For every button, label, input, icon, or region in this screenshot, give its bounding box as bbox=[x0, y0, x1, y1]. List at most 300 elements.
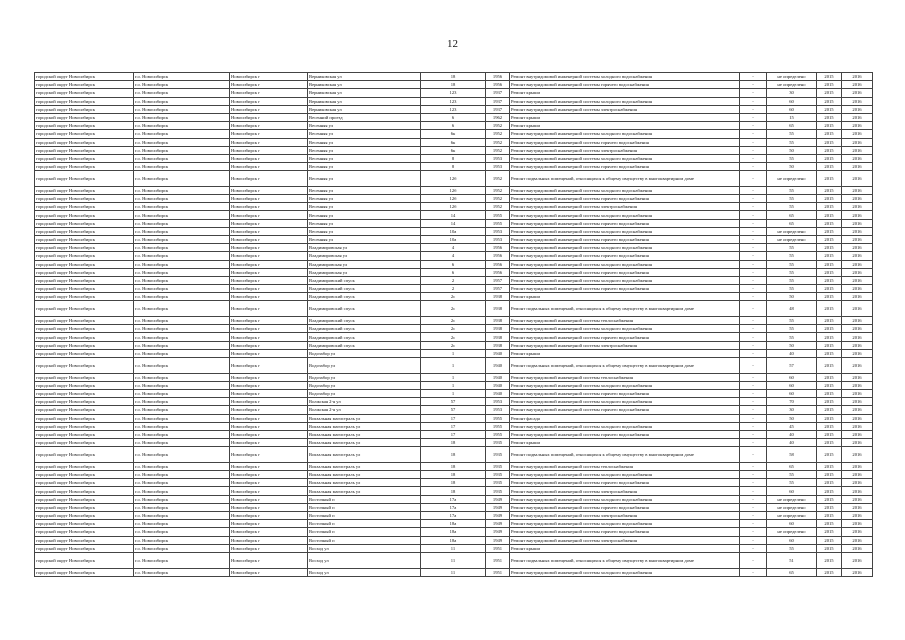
cell-build-year: 1953 bbox=[486, 235, 510, 243]
table-row bbox=[35, 503, 873, 511]
cell-settlement: Новосибирск г bbox=[230, 520, 308, 528]
cell-street: Водозабор ул bbox=[308, 389, 421, 397]
cell-col-dash: - bbox=[740, 89, 767, 97]
cell-start-year: 2015 bbox=[817, 479, 842, 487]
cell-build-year: 1952 bbox=[486, 186, 510, 194]
cell-planned-cost: не определено bbox=[767, 528, 817, 536]
table-row bbox=[35, 260, 873, 268]
cell-end-year: 2016 bbox=[842, 244, 873, 252]
cell-municipal-district: городской округ Новосибирск bbox=[35, 146, 134, 154]
cell-start-year: 2015 bbox=[817, 503, 842, 511]
cell-municipal-district: городской округ Новосибирск bbox=[35, 479, 134, 487]
cell-end-year: 2016 bbox=[842, 130, 873, 138]
cell-start-year: 2015 bbox=[817, 414, 842, 422]
cell-end-year: 2016 bbox=[842, 422, 873, 430]
cell-start-year: 2015 bbox=[817, 462, 842, 470]
cell-street: Весенняя ул bbox=[308, 130, 421, 138]
cell-build-year: 1949 bbox=[486, 528, 510, 536]
cell-settlement: Новосибирск г bbox=[230, 252, 308, 260]
table-body bbox=[35, 73, 873, 577]
cell-house-number: 123 bbox=[421, 97, 486, 105]
cell-settlement: Новосибирск г bbox=[230, 462, 308, 470]
cell-col-dash: - bbox=[740, 195, 767, 203]
cell-settlement: Новосибирск г bbox=[230, 568, 308, 576]
cell-build-year: 1955 bbox=[486, 422, 510, 430]
cell-start-year: 2015 bbox=[817, 81, 842, 89]
cell-house-number: 6 bbox=[421, 268, 486, 276]
cell-col-dash: - bbox=[740, 528, 767, 536]
cell-start-year: 2015 bbox=[817, 341, 842, 349]
cell-planned-cost: 50 bbox=[767, 163, 817, 171]
cell-build-year: 1962 bbox=[486, 113, 510, 121]
cell-col-dash: - bbox=[740, 219, 767, 227]
cell-repair-work: Ремонт внутридомовой инженерной системы теплоснабжения bbox=[510, 373, 740, 381]
cell-house-number: 18а bbox=[421, 520, 486, 528]
cell-repair-work: Ремонт внутридомовой инженерной системы электроснабжения bbox=[510, 105, 740, 113]
cell-house-number: 14 bbox=[421, 211, 486, 219]
cell-repair-work: Ремонт внутридомовой инженерной системы холодного водоснабжения bbox=[510, 73, 740, 81]
cell-build-year: 1956 bbox=[486, 268, 510, 276]
cell-repair-work: Ремонт внутридомовой инженерной системы электроснабжения bbox=[510, 512, 740, 520]
cell-planned-cost: 50 bbox=[767, 341, 817, 349]
table-row bbox=[35, 105, 873, 113]
cell-col-dash: - bbox=[740, 381, 767, 389]
cell-settlement: Новосибирск г bbox=[230, 89, 308, 97]
cell-start-year: 2015 bbox=[817, 73, 842, 81]
cell-municipality: г.о. Новосибирск bbox=[134, 552, 230, 568]
cell-build-year: 1952 bbox=[486, 203, 510, 211]
cell-col-dash: - bbox=[740, 122, 767, 130]
cell-repair-work: Ремонт внутридомовой инженерной системы горячего водоснабжения bbox=[510, 333, 740, 341]
cell-street: Восточный п bbox=[308, 512, 421, 520]
cell-repair-work: Ремонт внутридомовой инженерной системы холодного водоснабжения bbox=[510, 154, 740, 162]
cell-repair-work: Ремонт внутридомовой инженерной системы холодного водоснабжения bbox=[510, 568, 740, 576]
cell-start-year: 2015 bbox=[817, 276, 842, 284]
cell-house-number: 14 bbox=[421, 219, 486, 227]
cell-house-number: 18 bbox=[421, 471, 486, 479]
cell-street: Весенняя ул bbox=[308, 163, 421, 171]
cell-build-year: 1957 bbox=[486, 285, 510, 293]
cell-end-year: 2016 bbox=[842, 260, 873, 268]
cell-municipal-district: городской округ Новосибирск bbox=[35, 186, 134, 194]
cell-municipal-district: городской округ Новосибирск bbox=[35, 349, 134, 357]
cell-street: Вокзальная магистраль ул bbox=[308, 462, 421, 470]
cell-col-dash: - bbox=[740, 406, 767, 414]
cell-street: Волжская 2-я ул bbox=[308, 398, 421, 406]
cell-end-year: 2016 bbox=[842, 487, 873, 495]
cell-settlement: Новосибирск г bbox=[230, 122, 308, 130]
cell-repair-work: Ремонт внутридомовой инженерной системы холодного водоснабжения bbox=[510, 520, 740, 528]
cell-end-year: 2016 bbox=[842, 138, 873, 146]
cell-repair-work: Ремонт внутридомовой инженерной системы горячего водоснабжения bbox=[510, 479, 740, 487]
cell-street: Водозабор ул bbox=[308, 358, 421, 374]
cell-build-year: 1953 bbox=[486, 154, 510, 162]
cell-municipality: г.о. Новосибирск bbox=[134, 373, 230, 381]
cell-street: Весенняя ул bbox=[308, 171, 421, 187]
cell-start-year: 2015 bbox=[817, 260, 842, 268]
cell-municipal-district: городской округ Новосибирск bbox=[35, 389, 134, 397]
cell-start-year: 2015 bbox=[817, 568, 842, 576]
cell-col-dash: - bbox=[740, 203, 767, 211]
cell-planned-cost: 65 bbox=[767, 122, 817, 130]
cell-build-year: 1940 bbox=[486, 389, 510, 397]
table-row bbox=[35, 487, 873, 495]
cell-house-number: 6к bbox=[421, 130, 486, 138]
cell-settlement: Новосибирск г bbox=[230, 389, 308, 397]
cell-municipality: г.о. Новосибирск bbox=[134, 317, 230, 325]
cell-planned-cost: 55 bbox=[767, 268, 817, 276]
cell-end-year: 2016 bbox=[842, 389, 873, 397]
cell-planned-cost: 55 bbox=[767, 195, 817, 203]
cell-col-dash: - bbox=[740, 462, 767, 470]
cell-settlement: Новосибирск г bbox=[230, 293, 308, 301]
cell-street: Весенняя ул bbox=[308, 195, 421, 203]
cell-house-number: 10а bbox=[421, 235, 486, 243]
cell-municipal-district: городской округ Новосибирск bbox=[35, 81, 134, 89]
cell-house-number: 2с bbox=[421, 325, 486, 333]
cell-street: Вокзальная магистраль ул bbox=[308, 487, 421, 495]
cell-house-number: 2с bbox=[421, 333, 486, 341]
cell-house-number: 18 bbox=[421, 73, 486, 81]
table-row bbox=[35, 227, 873, 235]
cell-start-year: 2015 bbox=[817, 244, 842, 252]
cell-col-dash: - bbox=[740, 235, 767, 243]
cell-planned-cost: 50 bbox=[767, 146, 817, 154]
cell-start-year: 2015 bbox=[817, 406, 842, 414]
cell-start-year: 2015 bbox=[817, 195, 842, 203]
table-row bbox=[35, 471, 873, 479]
cell-settlement: Новосибирск г bbox=[230, 373, 308, 381]
cell-municipality: г.о. Новосибирск bbox=[134, 325, 230, 333]
cell-start-year: 2015 bbox=[817, 512, 842, 520]
cell-repair-work: Ремонт подвальных помещений, относящихся к общему имуществу в многоквартирном доме bbox=[510, 171, 740, 187]
cell-street: Владимировский спуск bbox=[308, 317, 421, 325]
cell-municipality: г.о. Новосибирск bbox=[134, 285, 230, 293]
cell-settlement: Новосибирск г bbox=[230, 422, 308, 430]
cell-street: Восход ул bbox=[308, 544, 421, 552]
cell-start-year: 2015 bbox=[817, 252, 842, 260]
cell-repair-work: Ремонт внутридомовой инженерной системы горячего водоснабжения bbox=[510, 81, 740, 89]
cell-municipal-district: городской округ Новосибирск bbox=[35, 244, 134, 252]
cell-settlement: Новосибирск г bbox=[230, 195, 308, 203]
table-row bbox=[35, 341, 873, 349]
cell-settlement: Новосибирск г bbox=[230, 154, 308, 162]
cell-municipality: г.о. Новосибирск bbox=[134, 358, 230, 374]
cell-planned-cost: 60 bbox=[767, 97, 817, 105]
cell-municipal-district: городской округ Новосибирск bbox=[35, 171, 134, 187]
table-row bbox=[35, 244, 873, 252]
cell-col-dash: - bbox=[740, 105, 767, 113]
cell-house-number: 1 bbox=[421, 349, 486, 357]
cell-col-dash: - bbox=[740, 285, 767, 293]
cell-settlement: Новосибирск г bbox=[230, 398, 308, 406]
cell-build-year: 1952 bbox=[486, 130, 510, 138]
cell-house-number: 8 bbox=[421, 163, 486, 171]
cell-planned-cost: 55 bbox=[767, 276, 817, 284]
cell-settlement: Новосибирск г bbox=[230, 447, 308, 463]
cell-municipality: г.о. Новосибирск bbox=[134, 471, 230, 479]
cell-repair-work: Ремонт внутридомовой инженерной системы теплоснабжения bbox=[510, 317, 740, 325]
cell-build-year: 1949 bbox=[486, 503, 510, 511]
cell-house-number: 123 bbox=[421, 105, 486, 113]
cell-house-number: 18 bbox=[421, 487, 486, 495]
cell-col-dash: - bbox=[740, 260, 767, 268]
cell-street: Весенняя ул bbox=[308, 203, 421, 211]
cell-settlement: Новосибирск г bbox=[230, 227, 308, 235]
cell-settlement: Новосибирск г bbox=[230, 479, 308, 487]
table-row bbox=[35, 97, 873, 105]
cell-municipality: г.о. Новосибирск bbox=[134, 398, 230, 406]
cell-start-year: 2015 bbox=[817, 487, 842, 495]
cell-build-year: 1935 bbox=[486, 447, 510, 463]
cell-start-year: 2015 bbox=[817, 447, 842, 463]
cell-settlement: Новосибирск г bbox=[230, 381, 308, 389]
cell-build-year: 1953 bbox=[486, 406, 510, 414]
cell-house-number: 6к bbox=[421, 138, 486, 146]
cell-municipal-district: городской округ Новосибирск bbox=[35, 293, 134, 301]
cell-street: Верниковская ул bbox=[308, 105, 421, 113]
cell-start-year: 2015 bbox=[817, 495, 842, 503]
cell-settlement: Новосибирск г bbox=[230, 301, 308, 317]
cell-build-year: 1940 bbox=[486, 373, 510, 381]
cell-municipal-district: городской округ Новосибирск bbox=[35, 227, 134, 235]
table-row bbox=[35, 154, 873, 162]
cell-municipality: г.о. Новосибирск bbox=[134, 219, 230, 227]
cell-street: Вокзальная магистраль ул bbox=[308, 414, 421, 422]
cell-street: Вокзальная магистраль ул bbox=[308, 447, 421, 463]
cell-start-year: 2015 bbox=[817, 293, 842, 301]
cell-planned-cost: 50 bbox=[767, 293, 817, 301]
cell-house-number: 17а bbox=[421, 512, 486, 520]
cell-build-year: 1955 bbox=[486, 414, 510, 422]
table-row bbox=[35, 528, 873, 536]
cell-street: Владимировская ул bbox=[308, 268, 421, 276]
cell-house-number: 18 bbox=[421, 479, 486, 487]
cell-repair-work: Ремонт внутридомовой инженерной системы электроснабжения bbox=[510, 536, 740, 544]
cell-build-year: 1937 bbox=[486, 89, 510, 97]
cell-start-year: 2015 bbox=[817, 520, 842, 528]
cell-municipal-district: городской округ Новосибирск bbox=[35, 462, 134, 470]
cell-house-number: 1 bbox=[421, 389, 486, 397]
cell-settlement: Новосибирск г bbox=[230, 471, 308, 479]
cell-settlement: Новосибирск г bbox=[230, 276, 308, 284]
cell-planned-cost: 55 bbox=[767, 260, 817, 268]
cell-street: Вокзальная магистраль ул bbox=[308, 422, 421, 430]
cell-street: Волжская 2-я ул bbox=[308, 406, 421, 414]
cell-build-year: 1952 bbox=[486, 138, 510, 146]
cell-repair-work: Ремонт внутридомовой инженерной системы горячего водоснабжения bbox=[510, 163, 740, 171]
cell-build-year: 1956 bbox=[486, 81, 510, 89]
cell-start-year: 2015 bbox=[817, 122, 842, 130]
cell-col-dash: - bbox=[740, 341, 767, 349]
cell-street: Владимировская ул bbox=[308, 260, 421, 268]
cell-settlement: Новосибирск г bbox=[230, 439, 308, 447]
cell-settlement: Новосибирск г bbox=[230, 285, 308, 293]
cell-municipal-district: городской округ Новосибирск bbox=[35, 260, 134, 268]
cell-settlement: Новосибирск г bbox=[230, 333, 308, 341]
cell-street: Владимировский спуск bbox=[308, 293, 421, 301]
cell-municipality: г.о. Новосибирск bbox=[134, 203, 230, 211]
cell-repair-work: Ремонт подвальных помещений, относящихся к общему имуществу в многоквартирном доме bbox=[510, 301, 740, 317]
cell-start-year: 2015 bbox=[817, 138, 842, 146]
cell-municipality: г.о. Новосибирск bbox=[134, 138, 230, 146]
cell-col-dash: - bbox=[740, 317, 767, 325]
cell-end-year: 2016 bbox=[842, 285, 873, 293]
cell-municipality: г.о. Новосибирск bbox=[134, 406, 230, 414]
cell-planned-cost: не определено bbox=[767, 495, 817, 503]
cell-start-year: 2015 bbox=[817, 219, 842, 227]
cell-planned-cost: 51 bbox=[767, 552, 817, 568]
cell-house-number: 17а bbox=[421, 495, 486, 503]
cell-municipality: г.о. Новосибирск bbox=[134, 544, 230, 552]
cell-col-dash: - bbox=[740, 398, 767, 406]
cell-house-number: 18а bbox=[421, 536, 486, 544]
table-row bbox=[35, 512, 873, 520]
cell-repair-work: Ремонт внутридомовой инженерной системы холодного водоснабжения bbox=[510, 276, 740, 284]
cell-build-year: 1938 bbox=[486, 333, 510, 341]
table-row bbox=[35, 186, 873, 194]
table-row bbox=[35, 146, 873, 154]
cell-build-year: 1955 bbox=[486, 430, 510, 438]
cell-planned-cost: 60 bbox=[767, 381, 817, 389]
cell-municipality: г.о. Новосибирск bbox=[134, 536, 230, 544]
cell-repair-work: Ремонт внутридомовой инженерной системы электроснабжения bbox=[510, 487, 740, 495]
cell-start-year: 2015 bbox=[817, 301, 842, 317]
cell-build-year: 1938 bbox=[486, 317, 510, 325]
cell-repair-work: Ремонт внутридомовой инженерной системы холодного водоснабжения bbox=[510, 325, 740, 333]
cell-planned-cost: 30 bbox=[767, 406, 817, 414]
cell-repair-work: Ремонт внутридомовой инженерной системы холодного водоснабжения bbox=[510, 471, 740, 479]
cell-repair-work: Ремонт внутридомовой инженерной системы холодного водоснабжения bbox=[510, 260, 740, 268]
cell-start-year: 2015 bbox=[817, 358, 842, 374]
cell-municipality: г.о. Новосибирск bbox=[134, 487, 230, 495]
cell-municipality: г.о. Новосибирск bbox=[134, 422, 230, 430]
cell-end-year: 2016 bbox=[842, 227, 873, 235]
cell-repair-work: Ремонт подвальных помещений, относящихся к общему имуществу в многоквартирном доме bbox=[510, 552, 740, 568]
cell-municipal-district: городской округ Новосибирск bbox=[35, 544, 134, 552]
cell-house-number: 1 bbox=[421, 373, 486, 381]
cell-end-year: 2016 bbox=[842, 462, 873, 470]
cell-start-year: 2015 bbox=[817, 389, 842, 397]
table-row bbox=[35, 138, 873, 146]
cell-municipal-district: городской округ Новосибирск bbox=[35, 333, 134, 341]
cell-house-number: 12б bbox=[421, 195, 486, 203]
cell-end-year: 2016 bbox=[842, 113, 873, 121]
cell-municipal-district: городской округ Новосибирск bbox=[35, 552, 134, 568]
cell-planned-cost: 40 bbox=[767, 439, 817, 447]
cell-municipal-district: городской округ Новосибирск bbox=[35, 113, 134, 121]
cell-start-year: 2015 bbox=[817, 325, 842, 333]
table-row bbox=[35, 203, 873, 211]
cell-house-number: 4 bbox=[421, 244, 486, 252]
cell-municipality: г.о. Новосибирск bbox=[134, 447, 230, 463]
cell-col-dash: - bbox=[740, 325, 767, 333]
table-row bbox=[35, 568, 873, 576]
cell-municipality: г.о. Новосибирск bbox=[134, 252, 230, 260]
cell-planned-cost: 55 bbox=[767, 154, 817, 162]
cell-start-year: 2015 bbox=[817, 227, 842, 235]
cell-end-year: 2016 bbox=[842, 219, 873, 227]
cell-street: Владимировский спуск bbox=[308, 285, 421, 293]
cell-planned-cost: 65 bbox=[767, 568, 817, 576]
cell-col-dash: - bbox=[740, 373, 767, 381]
cell-settlement: Новосибирск г bbox=[230, 349, 308, 357]
cell-col-dash: - bbox=[740, 487, 767, 495]
table-row bbox=[35, 171, 873, 187]
cell-planned-cost: 60 bbox=[767, 105, 817, 113]
cell-repair-work: Ремонт внутридомовой инженерной системы холодного водоснабжения bbox=[510, 398, 740, 406]
cell-municipal-district: городской округ Новосибирск bbox=[35, 495, 134, 503]
cell-col-dash: - bbox=[740, 439, 767, 447]
table-row bbox=[35, 293, 873, 301]
cell-settlement: Новосибирск г bbox=[230, 171, 308, 187]
cell-municipal-district: городской округ Новосибирск bbox=[35, 154, 134, 162]
cell-municipal-district: городской округ Новосибирск bbox=[35, 285, 134, 293]
cell-end-year: 2016 bbox=[842, 171, 873, 187]
cell-municipal-district: городской округ Новосибирск bbox=[35, 276, 134, 284]
cell-street: Восточный п bbox=[308, 495, 421, 503]
table-row bbox=[35, 113, 873, 121]
cell-planned-cost: 55 bbox=[767, 138, 817, 146]
cell-end-year: 2016 bbox=[842, 381, 873, 389]
cell-build-year: 1955 bbox=[486, 211, 510, 219]
cell-col-dash: - bbox=[740, 113, 767, 121]
cell-col-dash: - bbox=[740, 333, 767, 341]
cell-start-year: 2015 bbox=[817, 130, 842, 138]
cell-municipality: г.о. Новосибирск bbox=[134, 528, 230, 536]
cell-end-year: 2016 bbox=[842, 268, 873, 276]
cell-street: Весенняя ул bbox=[308, 154, 421, 162]
cell-house-number: 17 bbox=[421, 414, 486, 422]
cell-house-number: 12б bbox=[421, 171, 486, 187]
cell-planned-cost: 55 bbox=[767, 333, 817, 341]
cell-municipal-district: городской округ Новосибирск bbox=[35, 122, 134, 130]
cell-start-year: 2015 bbox=[817, 544, 842, 552]
cell-build-year: 1953 bbox=[486, 163, 510, 171]
cell-planned-cost: 55 bbox=[767, 544, 817, 552]
cell-repair-work: Ремонт крыши bbox=[510, 544, 740, 552]
cell-repair-work: Ремонт внутридомовой инженерной системы горячего водоснабжения bbox=[510, 285, 740, 293]
cell-repair-work: Ремонт внутридомовой инженерной системы холодного водоснабжения bbox=[510, 227, 740, 235]
cell-house-number: 17 bbox=[421, 422, 486, 430]
cell-municipal-district: городской округ Новосибирск bbox=[35, 317, 134, 325]
cell-build-year: 1957 bbox=[486, 276, 510, 284]
cell-municipality: г.о. Новосибирск bbox=[134, 268, 230, 276]
cell-settlement: Новосибирск г bbox=[230, 503, 308, 511]
cell-build-year: 1949 bbox=[486, 536, 510, 544]
cell-house-number: 2с bbox=[421, 293, 486, 301]
cell-municipal-district: городской округ Новосибирск bbox=[35, 195, 134, 203]
cell-street: Водозабор ул bbox=[308, 381, 421, 389]
cell-municipal-district: городской округ Новосибирск bbox=[35, 163, 134, 171]
table-row bbox=[35, 285, 873, 293]
cell-house-number: 18а bbox=[421, 528, 486, 536]
cell-build-year: 1935 bbox=[486, 439, 510, 447]
cell-build-year: 1935 bbox=[486, 471, 510, 479]
cell-street: Водозабор ул bbox=[308, 373, 421, 381]
cell-municipal-district: городской округ Новосибирск bbox=[35, 422, 134, 430]
cell-col-dash: - bbox=[740, 358, 767, 374]
cell-start-year: 2015 bbox=[817, 439, 842, 447]
cell-municipality: г.о. Новосибирск bbox=[134, 81, 230, 89]
cell-repair-work: Ремонт крыши bbox=[510, 122, 740, 130]
cell-municipality: г.о. Новосибирск bbox=[134, 146, 230, 154]
cell-planned-cost: 30 bbox=[767, 89, 817, 97]
cell-end-year: 2016 bbox=[842, 479, 873, 487]
cell-end-year: 2016 bbox=[842, 325, 873, 333]
cell-build-year: 1953 bbox=[486, 398, 510, 406]
cell-build-year: 1955 bbox=[486, 219, 510, 227]
